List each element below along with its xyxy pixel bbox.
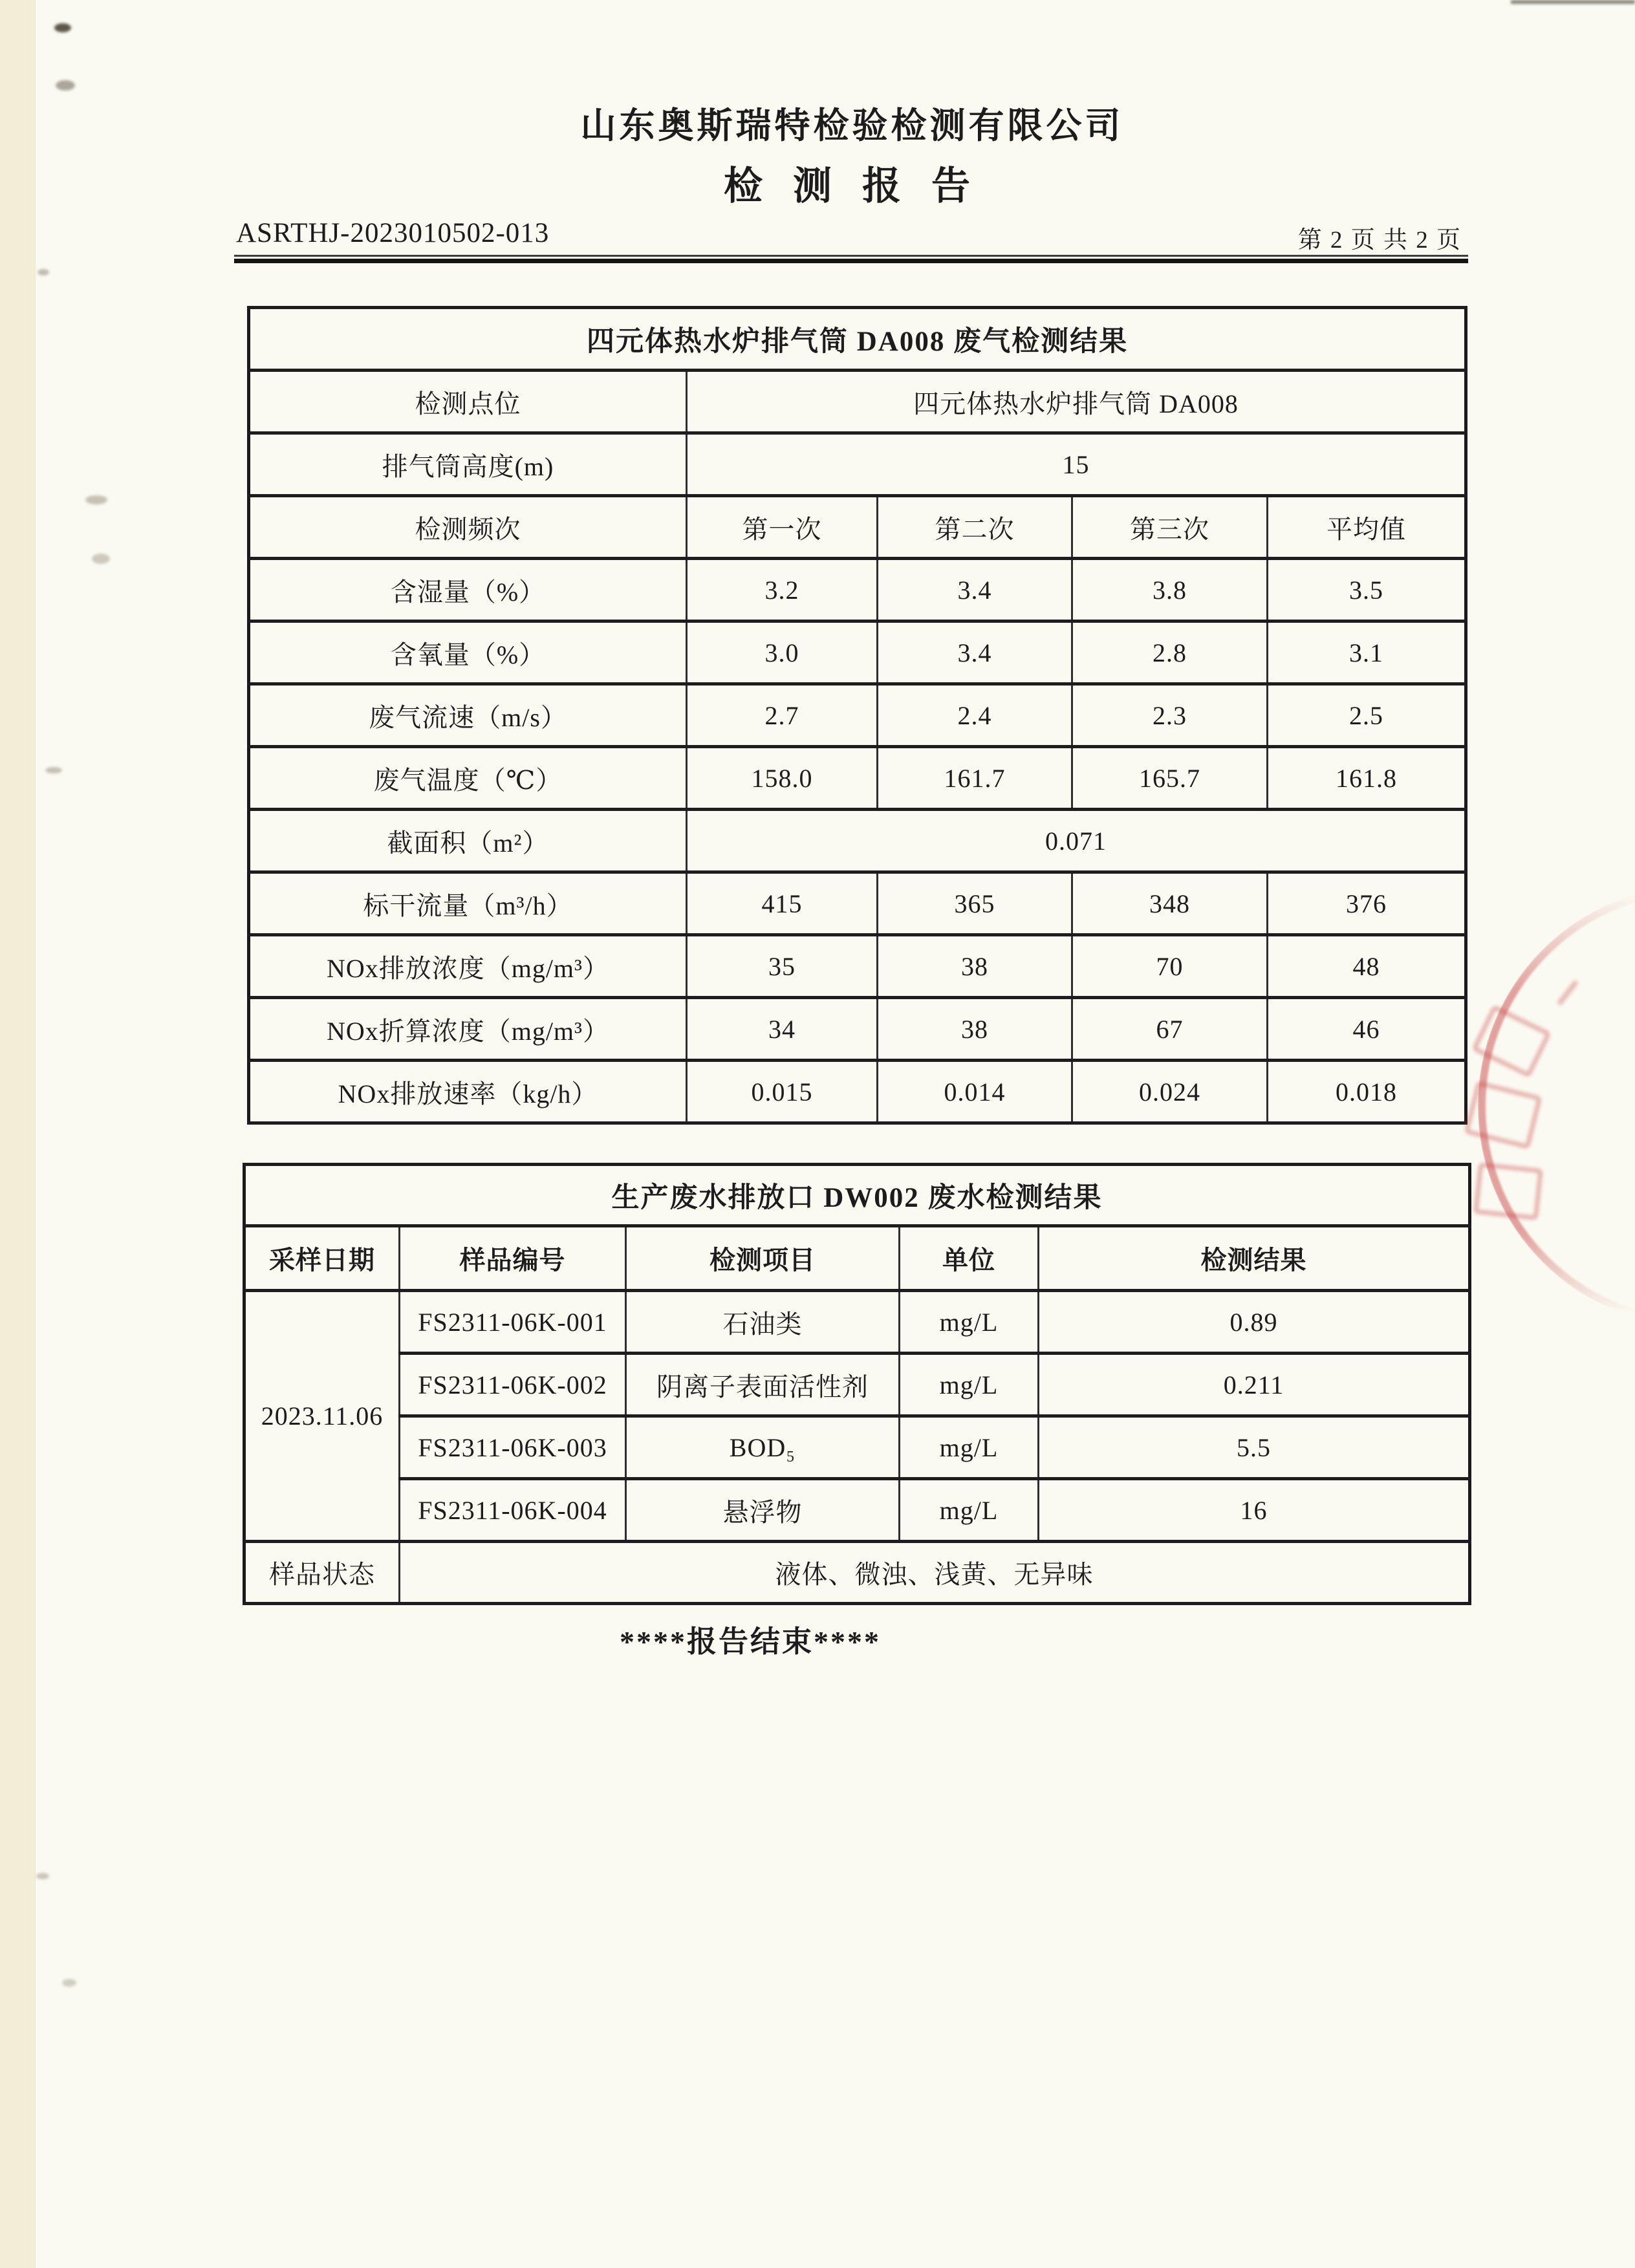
value-cell: 38 [878, 998, 1072, 1061]
scan-speck [54, 23, 71, 32]
company-name: 山东奥斯瑞特检验检测有限公司 [580, 106, 1124, 146]
result-cell: 5.5 [1039, 1416, 1470, 1479]
result-cell: 0.211 [1039, 1354, 1470, 1416]
value-cell: 348 [1072, 872, 1268, 935]
stack-height-value: 15 [687, 433, 1466, 496]
value-cell: 161.8 [1268, 747, 1466, 810]
table-row [249, 371, 1466, 433]
sample-state-row [244, 1542, 1470, 1604]
result-cell: 16 [1039, 1479, 1470, 1542]
value-cell: 3.1 [1268, 621, 1466, 684]
param-label: NOx排放速率（kg/h） [249, 1061, 687, 1123]
freq-label: 检测频次 [249, 496, 687, 559]
report-end-marker: ****报告结束**** [620, 1625, 881, 1658]
table-title-row [249, 308, 1466, 371]
test-item: BOD₅ [626, 1416, 900, 1479]
value-cell: 3.2 [687, 559, 878, 621]
point-value: 四元体热水炉排气筒 DA008 [687, 371, 1466, 433]
report-number: ASRTHJ-2023010502-013 [236, 218, 550, 248]
sample-no: FS2311-06K-001 [400, 1291, 626, 1354]
col-result: 检测结果 [1039, 1226, 1470, 1291]
value-cell: 46 [1268, 998, 1466, 1061]
unit-cell: mg/L [900, 1479, 1039, 1542]
value-cell: 34 [687, 998, 878, 1061]
freq-col-avg: 平均值 [1268, 496, 1466, 559]
scan-speck [45, 767, 62, 773]
unit-cell: mg/L [900, 1354, 1039, 1416]
area-label: 截面积（m²） [249, 810, 687, 872]
page-indicator: 第 2 页 共 2 页 [1297, 227, 1462, 254]
gas-results-table [247, 306, 1467, 1125]
value-cell: 3.4 [878, 621, 1072, 684]
scan-speck [85, 495, 107, 504]
param-label: 废气温度（℃） [249, 747, 687, 810]
result-cell: 0.89 [1039, 1291, 1470, 1354]
table-title-row [244, 1165, 1470, 1226]
value-cell: 161.7 [878, 747, 1072, 810]
gas-table-title: 四元体热水炉排气筒 DA008 废气检测结果 [249, 308, 1466, 371]
value-cell: 3.8 [1072, 559, 1268, 621]
table-row [244, 1354, 1470, 1416]
col-unit: 单位 [900, 1226, 1039, 1291]
value-cell: 2.7 [687, 684, 878, 747]
value-cell: 67 [1072, 998, 1268, 1061]
test-item: 阴离子表面活性剂 [626, 1354, 900, 1416]
value-cell: 158.0 [687, 747, 878, 810]
stack-height-label: 排气筒高度(m) [249, 433, 687, 496]
value-cell: 365 [878, 872, 1072, 935]
value-cell: 0.014 [878, 1061, 1072, 1123]
header-rule [234, 255, 1468, 263]
freq-col-2: 第二次 [878, 496, 1072, 559]
frequency-header-row [249, 496, 1466, 559]
scan-speck [92, 554, 110, 564]
value-cell: 0.015 [687, 1061, 878, 1123]
value-cell: 415 [687, 872, 878, 935]
table-row [249, 621, 1466, 684]
value-cell: 70 [1072, 935, 1268, 998]
value-cell: 2.4 [878, 684, 1072, 747]
table-row [244, 1291, 1470, 1354]
scan-speck [56, 80, 75, 91]
param-label: 标干流量（m³/h） [249, 872, 687, 935]
sample-date: 2023.11.06 [244, 1291, 400, 1542]
value-cell: 3.4 [878, 559, 1072, 621]
area-value: 0.071 [687, 810, 1466, 872]
test-item: 悬浮物 [626, 1479, 900, 1542]
value-cell: 3.5 [1268, 559, 1466, 621]
test-item: 石油类 [626, 1291, 900, 1354]
unit-cell: mg/L [900, 1416, 1039, 1479]
scan-speck [38, 269, 49, 275]
value-cell: 2.8 [1072, 621, 1268, 684]
wastewater-results-table [243, 1163, 1471, 1605]
value-cell: 376 [1268, 872, 1466, 935]
scan-speck [36, 1873, 49, 1879]
table-row [249, 433, 1466, 496]
sample-no: FS2311-06K-004 [400, 1479, 626, 1542]
value-cell: 2.3 [1072, 684, 1268, 747]
table-row [249, 998, 1466, 1061]
table-row [249, 935, 1466, 998]
table-row [249, 747, 1466, 810]
col-item: 检测项目 [626, 1226, 900, 1291]
col-sample-no: 样品编号 [400, 1226, 626, 1291]
col-sample-date: 采样日期 [244, 1226, 400, 1291]
table-row [244, 1416, 1470, 1479]
scan-smudge [1511, 0, 1635, 4]
column-header-row [244, 1226, 1470, 1291]
meta-row [236, 217, 1462, 254]
table-row [249, 872, 1466, 935]
param-label: 废气流速（m/s） [249, 684, 687, 747]
param-label: NOx折算浓度（mg/m³） [249, 998, 687, 1061]
value-cell: 2.5 [1268, 684, 1466, 747]
scan-speck [62, 1979, 76, 1987]
freq-col-1: 第一次 [687, 496, 878, 559]
water-table-title: 生产废水排放口 DW002 废水检测结果 [244, 1165, 1470, 1226]
freq-col-3: 第三次 [1072, 496, 1268, 559]
param-label: 含湿量（%） [249, 559, 687, 621]
value-cell: 165.7 [1072, 747, 1268, 810]
sample-no: FS2311-06K-003 [400, 1416, 626, 1479]
unit-cell: mg/L [900, 1291, 1039, 1354]
value-cell: 35 [687, 935, 878, 998]
table-row [244, 1479, 1470, 1542]
table-row [249, 559, 1466, 621]
value-cell: 38 [878, 935, 1072, 998]
point-label: 检测点位 [249, 371, 687, 433]
param-label: NOx排放浓度（mg/m³） [249, 935, 687, 998]
seal-glyph-mark [1473, 1162, 1543, 1220]
state-label: 样品状态 [244, 1542, 400, 1604]
scan-edge-strip [0, 0, 36, 2268]
table-row [249, 684, 1466, 747]
state-value: 液体、微浊、浅黄、无异味 [400, 1542, 1470, 1604]
sample-no: FS2311-06K-002 [400, 1354, 626, 1416]
table-row [249, 1061, 1466, 1123]
value-cell: 0.018 [1268, 1061, 1466, 1123]
value-cell: 0.024 [1072, 1061, 1268, 1123]
table-row [249, 810, 1466, 872]
param-label: 含氧量（%） [249, 621, 687, 684]
value-cell: 48 [1268, 935, 1466, 998]
value-cell: 3.0 [687, 621, 878, 684]
document-title: 检 测 报 告 [724, 165, 980, 208]
